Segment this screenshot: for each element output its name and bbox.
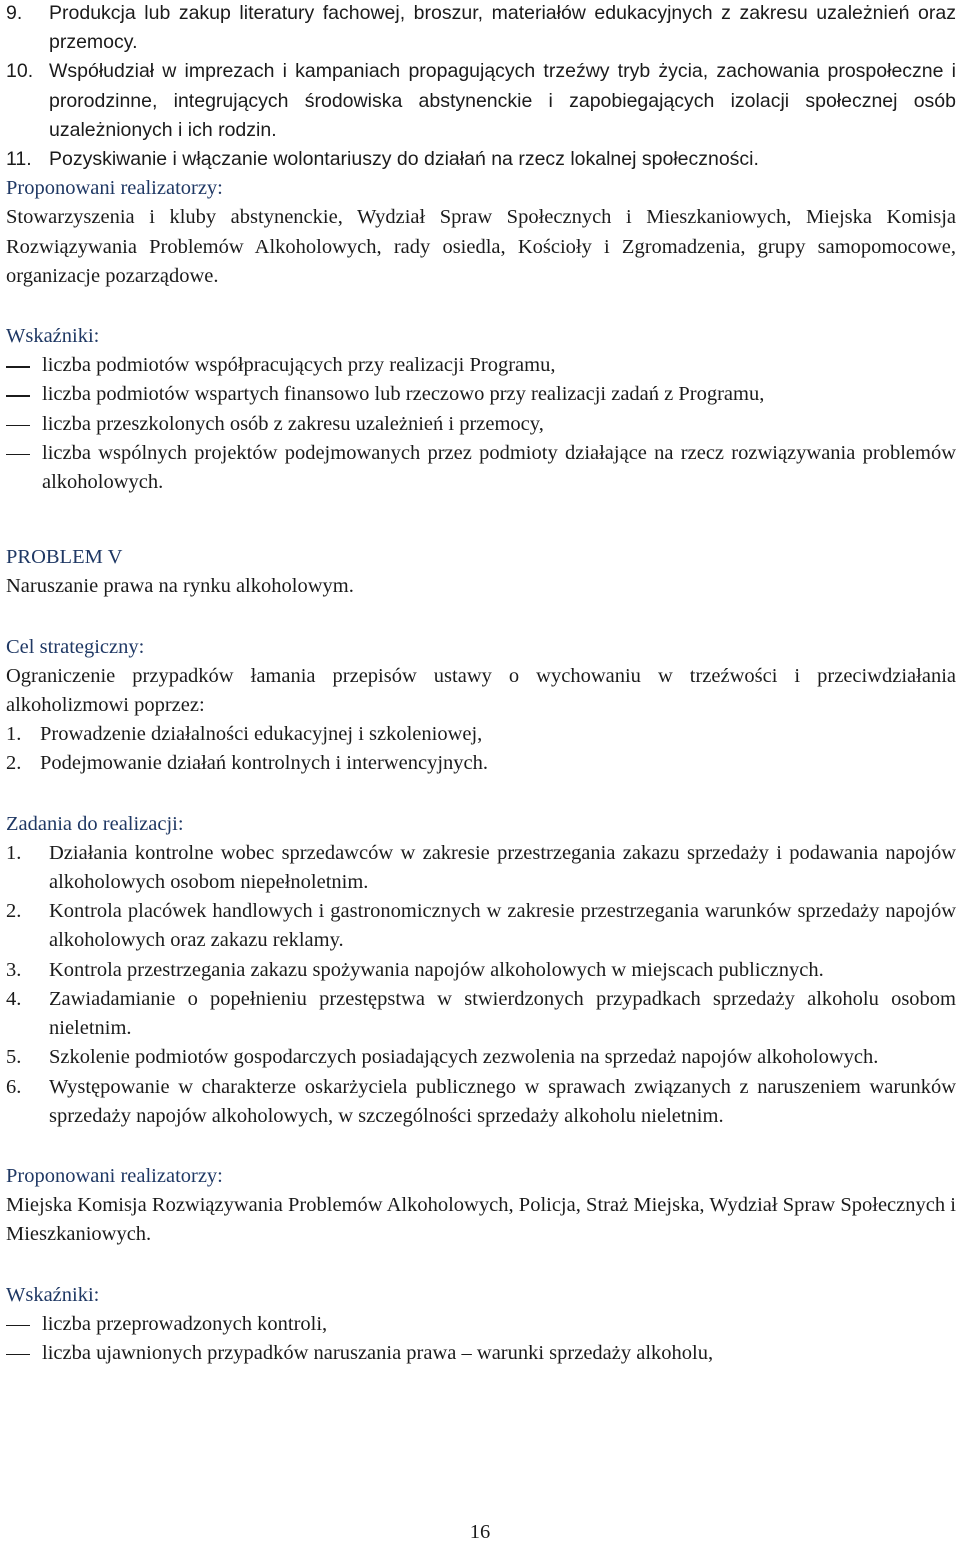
list-item-text: Występowanie w charakterze oskarżyciela publicznego w sprawach związanych z naruszeniem warunków sprzedaży napojów alkoholowych, w szczególności sprzedaży alkoholu nieletnim. [49, 1075, 956, 1127]
page-number: 16 [469, 1521, 491, 1543]
realizers-heading: Proponowani realizatorzy: [6, 177, 223, 200]
list-item [6, 1073, 956, 1131]
list-item-number: 1. [6, 723, 22, 746]
list-item-number: 3. [6, 958, 22, 981]
list-item-number: 5. [6, 1046, 22, 1069]
list-item-text: Zawiadamianie o popełnieniu przestępstwa w stwierdzonych przypadkach sprzedaży alkoholu osobom nieletnim. [49, 987, 956, 1040]
list-item-text: liczba podmiotów wspartych finansowo lub rzeczowo przy realizacji zadań z Programu, [42, 383, 765, 406]
dash-bullet [6, 380, 42, 409]
list-item-text: Działania kontrolne wobec sprzedawców w zakresie przestrzegania zakazu sprzedaży i podawania napojów alkoholowych osobom niepełnoletnim. [49, 841, 956, 894]
list-item [6, 720, 956, 749]
list-item-number: 2. [6, 752, 22, 775]
realizers-text: Stowarzyszenia i kluby abstynenckie, Wydział Spraw Społecznych i Mieszkaniowych, Miejska Komisja Rozwiązywania Problemów Alkoholowych, rady osiedla, Kościoły i Zgromadzenia, grupy samopomocowe, organizacje pozarządowe. [6, 206, 956, 287]
list-item [6, 1310, 956, 1339]
list-item-text: Podejmowanie działań kontrolnych i interwencyjnych. [40, 752, 489, 775]
list-item [6, 145, 956, 174]
tasks-heading: Zadania do realizacji: [6, 812, 184, 835]
list-item [6, 897, 956, 955]
list-item [6, 351, 956, 380]
list-item [6, 956, 956, 985]
list-item-text: Współudział w imprezach i kampaniach propagujących trzeźwy tryb życia, zachowania prospołeczne i prorodzinne, integrujących środowiska abstynenckie i zapobiegających izolacji społecznej osób uzależnionych i ich rodzin. [49, 60, 956, 141]
list-item-text: Kontrola przestrzegania zakazu spożywania napojów alkoholowych w miejscach publicznych. [49, 958, 824, 981]
goal-text: Ograniczenie przypadków łamania przepisów ustawy o wychowaniu w trzeźwości i przeciwdziałania alkoholizmowi poprzez: [6, 664, 956, 717]
realizers-heading: Proponowani realizatorzy: [6, 1164, 223, 1187]
list-item [6, 749, 956, 778]
problem-subtitle: Naruszanie prawa na rynku alkoholowym. [6, 575, 354, 598]
dash-bullet [6, 439, 42, 497]
dash-bullet [6, 351, 42, 380]
list-item-number: 10. [6, 60, 34, 83]
list-item-number: 11. [6, 148, 32, 171]
list-item-text: liczba wspólnych projektów podejmowanych przez podmioty działające na rzecz rozwiązywania problemów alkoholowych. [42, 441, 956, 494]
list-item [6, 439, 956, 497]
realizers-text: Miejska Komisja Rozwiązywania Problemów Alkoholowych, Policja, Straż Miejska, Wydział Spraw Społecznych i Mieszkaniowych. [6, 1194, 956, 1246]
problem-title: PROBLEM V [6, 546, 123, 569]
list-item [6, 1339, 956, 1368]
list-item-number: 1. [6, 841, 22, 864]
dash-bullet [6, 1339, 42, 1368]
list-item-text: liczba przeszkolonych osób z zakresu uzależnień i przemocy, [42, 412, 544, 435]
goal-heading: Cel strategiczny: [6, 635, 145, 658]
list-item [6, 380, 956, 409]
list-item-text: Produkcja lub zakup literatury fachowej, broszur, materiałów edukacyjnych z zakresu uzależnień oraz przemocy. [49, 2, 956, 54]
document-page [6, 0, 956, 1368]
list-item-number: 6. [6, 1075, 22, 1098]
list-item-text: liczba przeprowadzonych kontroli, [42, 1312, 328, 1335]
list-item-text: Prowadzenie działalności edukacyjnej i szkoleniowej, [40, 723, 483, 746]
indicators-heading: Wskaźniki: [6, 325, 100, 348]
activities-list [6, 0, 956, 174]
list-item-number: 2. [6, 900, 22, 923]
indicators-list [6, 351, 956, 497]
list-item-text: liczba ujawnionych przypadków naruszania prawa – warunki sprzedaży alkoholu, [42, 1341, 714, 1364]
list-item [6, 985, 956, 1043]
list-item-text: Kontrola placówek handlowych i gastronomicznych w zakresie przestrzegania warunków sprzedaży napojów alkoholowych oraz zakazu reklamy. [49, 900, 956, 952]
list-item [6, 57, 956, 145]
tasks-list [6, 839, 956, 1131]
list-item [6, 0, 956, 57]
list-item [6, 410, 956, 439]
list-item-text: Szkolenie podmiotów gospodarczych posiadających zezwolenia na sprzedaż napojów alkoholowych. [49, 1046, 879, 1069]
list-item [6, 1043, 956, 1072]
list-item-text: liczba podmiotów współpracujących przy realizacji Programu, [42, 354, 556, 377]
dash-bullet [6, 410, 42, 439]
indicators-list [6, 1310, 956, 1368]
list-item-number: 4. [6, 987, 22, 1010]
indicators-heading: Wskaźniki: [6, 1283, 100, 1306]
list-item-number: 9. [6, 2, 23, 24]
list-item-text: Pozyskiwanie i włączanie wolontariuszy do działań na rzecz lokalnej społeczności. [49, 148, 759, 171]
dash-bullet [6, 1310, 42, 1339]
goal-list [6, 720, 956, 778]
list-item [6, 839, 956, 897]
